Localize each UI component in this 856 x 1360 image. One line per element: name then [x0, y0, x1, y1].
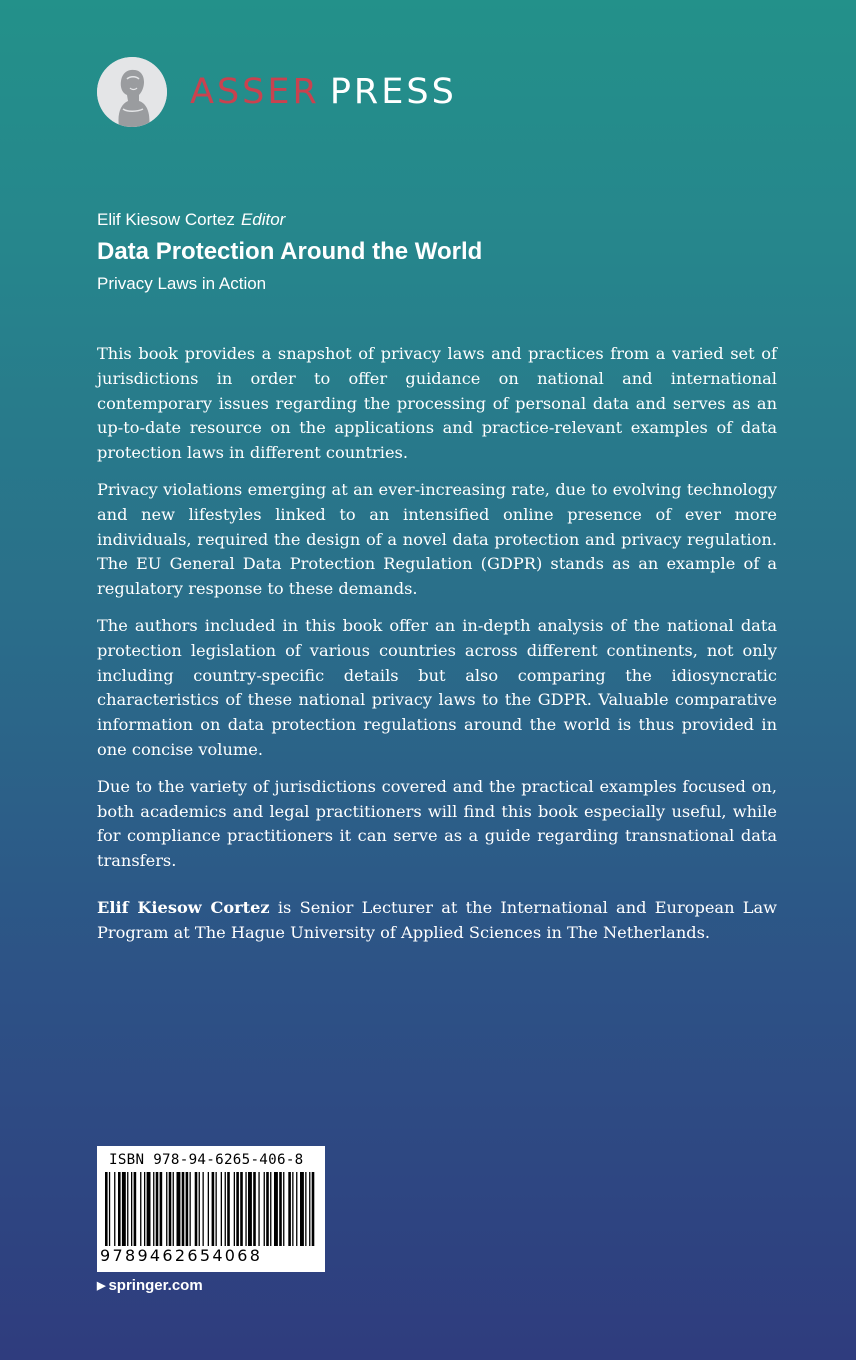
barcode-bar: [292, 1172, 293, 1246]
publisher-logo: [97, 57, 167, 127]
barcode-bar: [300, 1172, 304, 1246]
brand-press: PRESS: [329, 72, 457, 112]
barcode-bar: [203, 1172, 204, 1246]
barcode-bar: [245, 1172, 246, 1246]
book-meta: [97, 208, 482, 296]
barcode-bar: [173, 1172, 174, 1246]
editor-name: Elif Kiesow Cortez: [97, 210, 235, 229]
barcode-bar: [212, 1172, 215, 1246]
barcode-bar: [144, 1172, 145, 1246]
barcode-bar: [264, 1172, 265, 1246]
book-subtitle: Privacy Laws in Action: [97, 274, 267, 293]
triangle-right-icon: ▶: [97, 1280, 106, 1292]
bio-name: Elif Kiesow Cortez: [97, 897, 270, 917]
barcode-bar: [258, 1172, 259, 1246]
barcode-bar: [270, 1172, 271, 1246]
barcode-bar: [140, 1172, 141, 1246]
barcode-bar: [274, 1172, 278, 1246]
barcode-bar: [296, 1172, 297, 1246]
book-blurb: [97, 342, 777, 958]
portrait-medallion-icon: [97, 57, 167, 127]
editor-role: Editor: [240, 210, 286, 229]
bio-text: is Senior Lecturer at the International and European Law Program at The Hague University of Applied Sciences in The Netherlands.: [97, 897, 777, 942]
book-title: Data Protection Around the World: [97, 238, 483, 265]
publisher-brand: [190, 70, 457, 114]
barcode-bar: [305, 1172, 306, 1246]
editor-line: [97, 208, 482, 232]
barcode-bar: [279, 1172, 282, 1246]
barcode-bar: [109, 1172, 110, 1246]
barcode-bar: [288, 1172, 291, 1246]
barcode-bar: [312, 1172, 315, 1246]
barcode-bar: [227, 1172, 230, 1246]
barcode-bar: [105, 1172, 108, 1246]
barcode-bar: [169, 1172, 172, 1246]
barcode-bar: [177, 1172, 181, 1246]
barcode-bar: [131, 1172, 132, 1246]
barcode-bar: [114, 1172, 115, 1246]
barcode-bar: [283, 1172, 284, 1246]
barcode-bar: [216, 1172, 217, 1246]
barcode-bar: [253, 1172, 256, 1246]
barcode-bar: [160, 1172, 163, 1246]
barcode-bar: [156, 1172, 159, 1246]
springer-website: springer.com: [108, 1277, 203, 1294]
barcode-bar: [234, 1172, 235, 1246]
blurb-paragraph-2: Privacy violations emerging at an ever-increasing rate, due to evolving technology and new lifestyles linked to an intensified online presence of ever more individuals, required the design of a novel data protection and privacy regulation. The EU General Data Protection Regulation (GDPR) stands as an example of a regulatory response to these demands.: [97, 479, 777, 599]
barcode-bar: [195, 1172, 198, 1246]
barcode-bar: [166, 1172, 167, 1246]
barcode-bar: [236, 1172, 239, 1246]
springer-link[interactable]: [97, 1276, 203, 1296]
barcode-bar: [182, 1172, 185, 1246]
barcode-bar: [225, 1172, 226, 1246]
barcode-bar: [147, 1172, 151, 1246]
barcode-bar: [309, 1172, 310, 1246]
barcode-bar: [266, 1172, 269, 1246]
barcode-bar: [134, 1172, 137, 1246]
barcode-bar: [127, 1172, 128, 1246]
barcode-digits: 9789462654068: [100, 1246, 263, 1265]
barcode-bar: [186, 1172, 189, 1246]
barcode-bar: [118, 1172, 121, 1246]
barcode-bars: [101, 1172, 321, 1246]
isbn-barcode: [97, 1146, 325, 1272]
barcode-bar: [190, 1172, 191, 1246]
isbn-label: ISBN 978-94-6265-406-8: [109, 1152, 304, 1168]
brand-asser: ASSER: [190, 72, 320, 112]
editor-bio: [97, 896, 777, 946]
barcode-bar: [153, 1172, 154, 1246]
barcode-bar: [208, 1172, 209, 1246]
blurb-paragraph-3: The authors included in this book offer an in-depth analysis of the national data protection legislation of various countries across different continents, not only including country-specific details but also comparing the idiosyncratic characteristics of these national privacy laws to the GDPR. Valuable comparative information on data protection regulations around the world is thus provided in one concise volume.: [97, 615, 777, 759]
blurb-paragraph-4: Due to the variety of jurisdictions covered and the practical examples focused on, both academics and legal practitioners will find this book especially useful, while for compliance practitioners it can serve as a guide regarding transnational data transfers.: [97, 776, 777, 871]
barcode-bar: [221, 1172, 222, 1246]
barcode-bar: [199, 1172, 200, 1246]
barcode-bar: [122, 1172, 126, 1246]
barcode-bar: [248, 1172, 252, 1246]
blurb-paragraph-1: This book provides a snapshot of privacy laws and practices from a varied set of jurisdictions in order to offer guidance on national and international contemporary issues regarding the processing of personal data and serves as an up-to-date resource on the applications and practice-relevant examples of data protection laws in different countries.: [97, 344, 777, 463]
barcode-bar: [240, 1172, 243, 1246]
